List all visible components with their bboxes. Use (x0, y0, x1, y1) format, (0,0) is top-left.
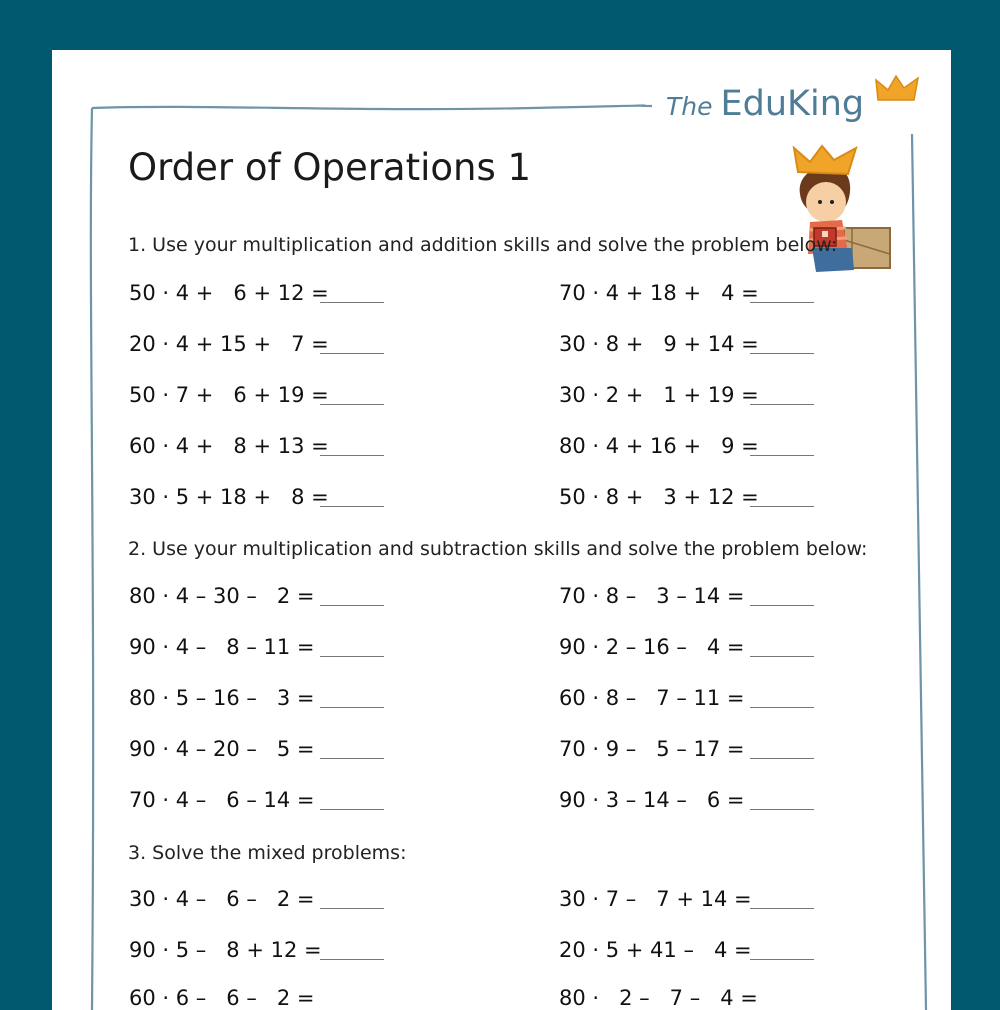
answer-field[interactable] (320, 959, 384, 960)
page-title: Order of Operations 1 (128, 146, 532, 189)
problem: 30 · 4 – 6 – 2 = (129, 887, 315, 911)
problem: 70 · 4 + 18 + 4 = (559, 281, 759, 305)
problem: 60 · 6 – 6 – 2 = (129, 986, 315, 1010)
problem: 70 · 4 – 6 – 14 = (129, 788, 315, 812)
answer-field[interactable] (750, 404, 814, 405)
problem: 90 · 5 – 8 + 12 = (129, 938, 322, 962)
answer-field[interactable] (750, 656, 814, 657)
problem: 90 · 3 – 14 – 6 = (559, 788, 745, 812)
problem: 30 · 8 + 9 + 14 = (559, 332, 759, 356)
problem: 30 · 5 + 18 + 8 = (129, 485, 329, 509)
problem: 90 · 4 – 20 – 5 = (129, 737, 315, 761)
problem: 70 · 9 – 5 – 17 = (559, 737, 745, 761)
problem: 60 · 8 – 7 – 11 = (559, 686, 745, 710)
answer-field[interactable] (750, 809, 814, 810)
problem: 50 · 7 + 6 + 19 = (129, 383, 329, 407)
answer-field[interactable] (320, 809, 384, 810)
problem: 90 · 4 – 8 – 11 = (129, 635, 315, 659)
answer-field[interactable] (320, 758, 384, 759)
brand-name: EduKing (720, 84, 865, 124)
answer-field[interactable] (320, 353, 384, 354)
problem: 30 · 2 + 1 + 19 = (559, 383, 759, 407)
answer-field[interactable] (320, 404, 384, 405)
problem: 60 · 4 + 8 + 13 = (129, 434, 329, 458)
brand-prefix: The (666, 92, 713, 121)
problem: 30 · 7 – 7 + 14 = (559, 887, 752, 911)
answer-field[interactable] (750, 959, 814, 960)
answer-field[interactable] (750, 455, 814, 456)
answer-field[interactable] (750, 758, 814, 759)
instruction-section-1: 1. Use your multiplication and addition skills and solve the problem below: (128, 234, 838, 256)
answer-field[interactable] (320, 656, 384, 657)
problem: 90 · 2 – 16 – 4 = (559, 635, 745, 659)
answer-field[interactable] (750, 506, 814, 507)
problem: 80 · 2 – 7 – 4 = (559, 986, 758, 1010)
brand-logo (666, 84, 864, 132)
problem: 80 · 4 – 30 – 2 = (129, 584, 315, 608)
problem: 20 · 5 + 41 – 4 = (559, 938, 752, 962)
boy-reading-book-mascot (792, 144, 902, 278)
answer-field[interactable] (320, 455, 384, 456)
worksheet-page (52, 50, 951, 1010)
answer-field[interactable] (750, 353, 814, 354)
instruction-section-2: 2. Use your multiplication and subtraction skills and solve the problem below: (128, 538, 868, 560)
answer-field[interactable] (320, 707, 384, 708)
problem: 20 · 4 + 15 + 7 = (129, 332, 329, 356)
instruction-section-3: 3. Solve the mixed problems: (128, 842, 407, 864)
problem: 50 · 4 + 6 + 12 = (129, 281, 329, 305)
answer-field[interactable] (750, 908, 814, 909)
problem: 80 · 4 + 16 + 9 = (559, 434, 759, 458)
answer-field[interactable] (750, 605, 814, 606)
problem: 80 · 5 – 16 – 3 = (129, 686, 315, 710)
answer-field[interactable] (320, 506, 384, 507)
crown-icon (874, 74, 920, 104)
answer-field[interactable] (320, 302, 384, 303)
answer-field[interactable] (320, 908, 384, 909)
answer-field[interactable] (750, 302, 814, 303)
problem: 70 · 8 – 3 – 14 = (559, 584, 745, 608)
answer-field[interactable] (320, 605, 384, 606)
problem: 50 · 8 + 3 + 12 = (559, 485, 759, 509)
answer-field[interactable] (750, 707, 814, 708)
